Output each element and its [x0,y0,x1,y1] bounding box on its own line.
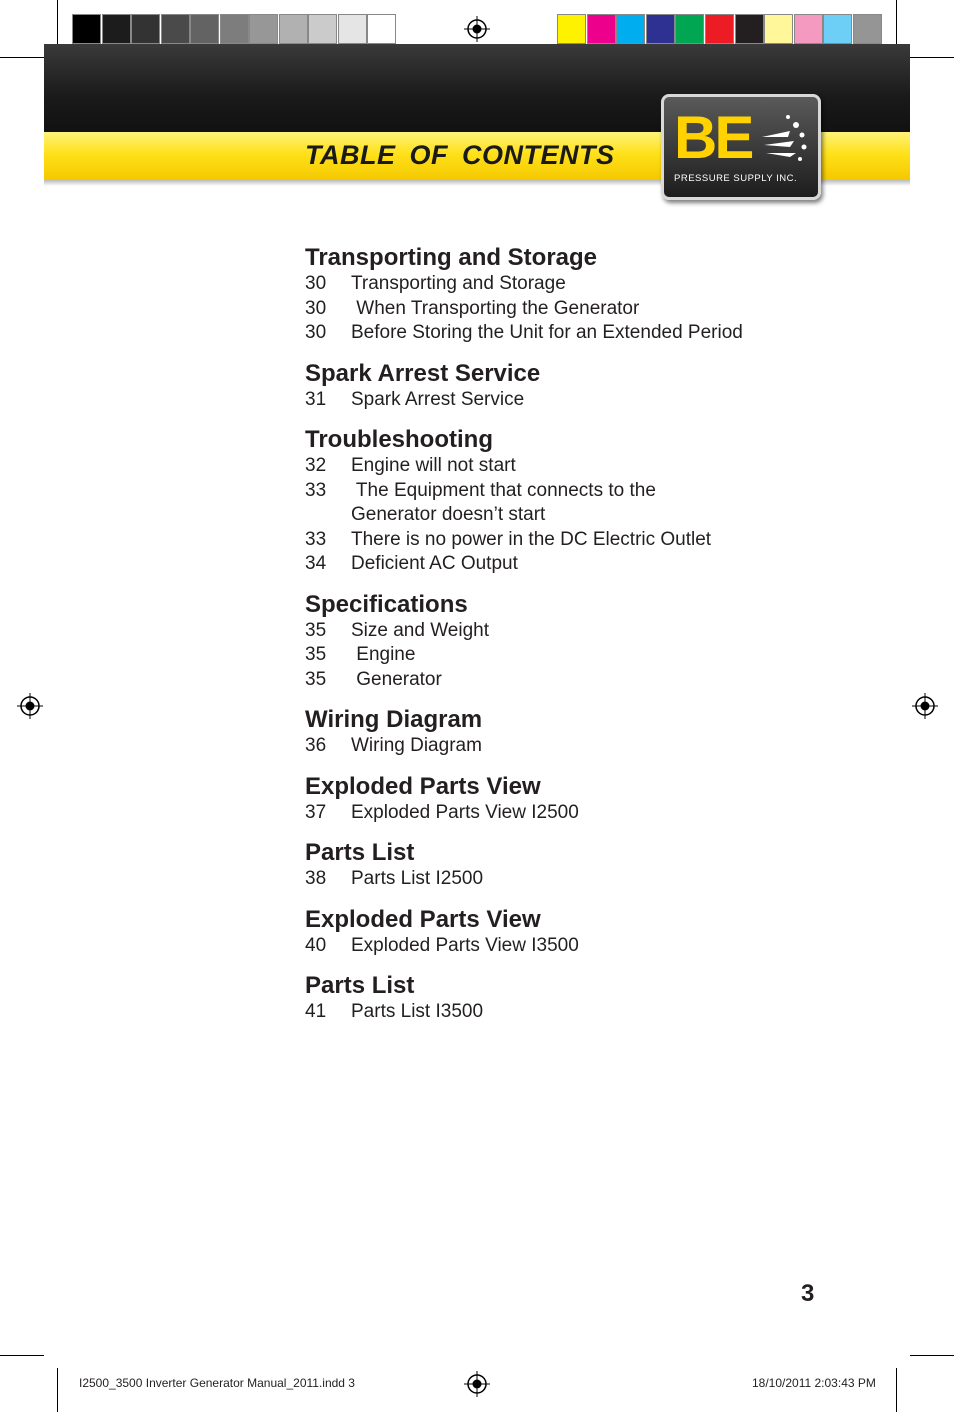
color-swatch [764,14,793,44]
toc-entry [305,668,865,693]
toc-entry-text: Engine will not start [351,455,516,476]
registration-mark-icon [464,1371,490,1397]
timestamp-slug: 18/10/2011 2:03:43 PM [752,1376,876,1390]
gray-swatch [249,14,278,44]
color-swatch [794,14,823,44]
toc-section [305,773,865,826]
color-swatch [705,14,734,44]
toc-entry-text: Exploded Parts View I3500 [351,934,579,956]
toc-entry [305,734,865,759]
toc-section-heading: Parts List [305,972,415,999]
toc-entry-text: Transporting and Storage [351,273,566,294]
logo-subtext: PRESSURE SUPPLY INC. [674,173,798,184]
crop-mark [896,0,897,44]
gray-swatch [367,14,396,44]
toc-section [305,972,865,1025]
toc-entry [305,321,865,346]
toc-entry-text: Exploded Parts View I2500 [351,801,579,823]
toc-entry-text: When Transporting the Generator [351,297,640,319]
toc-entry-page: 30 [305,297,327,319]
toc-section-heading: Wiring Diagram [305,706,483,733]
toc-entry [305,454,865,479]
toc-entry-page: 30 [305,322,327,343]
crop-mark [0,57,44,58]
toc-entry-page: 31 [305,388,327,410]
registration-mark-icon [464,16,490,42]
color-swatch [675,14,704,44]
toc-entry [305,272,865,297]
gray-swatch [161,14,190,44]
toc-entry [305,1000,865,1025]
color-swatch [853,14,882,44]
toc-entry-page: 35 [305,668,327,690]
toc-entry-page: 33 [305,479,327,501]
crop-mark [0,1355,44,1356]
toc-entry-page [305,503,351,528]
color-swatch [616,14,645,44]
toc-section [305,426,865,577]
toc-entry-text: Generator doesn’t start [351,504,546,525]
toc-section [305,244,865,346]
toc-section-heading: Troubleshooting [305,426,493,453]
crop-mark [57,1368,58,1412]
gray-swatch [102,14,131,44]
registration-mark-icon [912,693,938,719]
toc-entry-page: 33 [305,528,327,550]
toc-entry-page: 40 [305,934,327,956]
toc-section [305,706,865,759]
gray-swatch [131,14,160,44]
toc-entry-text: Wiring Diagram [351,735,482,756]
toc-entry-page: 35 [305,644,327,665]
toc-section [305,839,865,892]
toc-entry [305,297,865,322]
file-slug: I2500_3500 Inverter Generator Manual_2011.indd 3 [79,1376,355,1390]
company-logo [661,94,821,200]
logo-mark: BE [674,104,752,171]
gray-swatch [338,14,367,44]
toc-entry-page: 30 [305,273,327,294]
toc-entry [305,867,865,892]
toc-entry-text: Parts List I3500 [351,1001,484,1022]
gray-swatch [279,14,308,44]
crop-mark [896,1368,897,1412]
color-swatch [823,14,852,44]
page-title: TABLE OF CONTENTS [305,140,615,170]
color-swatch [646,14,675,44]
toc-entry-text: Generator [351,668,442,690]
splash-icon [760,107,812,169]
toc-entry-text: Spark Arrest Service [351,388,525,410]
toc-entry [305,528,865,553]
toc-entry-page: 35 [305,619,327,641]
toc-entry [305,643,865,668]
toc-entry-text: Before Storing the Unit for an Extended Period [351,322,743,343]
toc-section [305,360,865,413]
toc-entry [305,552,865,577]
toc-entry-text: The Equipment that connects to the [351,479,656,501]
toc-section-heading: Exploded Parts View [305,905,541,933]
toc-entry [305,619,865,644]
toc-entry-page: 38 [305,868,327,889]
toc-section-heading: Spark Arrest Service [305,359,541,387]
color-swatch [587,14,616,44]
toc-section-heading: Parts List [305,839,415,866]
toc-entry [305,479,865,504]
gray-swatch [190,14,219,44]
crop-mark [910,1355,954,1356]
toc-entry [305,388,865,413]
registration-mark-icon [17,693,43,719]
toc-section-heading: Specifications [305,590,468,618]
toc-entry-page: 37 [305,801,327,823]
toc-entry-text: Engine [351,644,416,665]
toc-entry-text: Deficient AC Output [351,553,518,574]
toc-entry-text: Parts List I2500 [351,868,484,889]
gray-swatch [220,14,249,44]
crop-mark [57,0,58,44]
toc-entry-page: 41 [305,1001,327,1022]
toc-entry-text: Size and Weight [351,619,490,641]
toc-section [305,906,865,959]
toc-entry [305,503,865,528]
toc-entry [305,801,865,826]
toc-entry-text: There is no power in the DC Electric Outlet [351,528,712,550]
toc-entry-page: 32 [305,455,327,476]
toc-entry-page: 34 [305,553,327,574]
gray-swatch [308,14,337,44]
toc-section [305,591,865,693]
crop-mark [910,57,954,58]
toc-section-heading: Exploded Parts View [305,772,541,800]
toc-section-heading: Transporting and Storage [305,244,598,271]
toc-entry-page: 36 [305,735,327,756]
gray-swatch [72,14,101,44]
color-swatch [735,14,764,44]
page-number: 3 [801,1280,815,1307]
toc-entry [305,934,865,959]
color-swatch [557,14,586,44]
table-of-contents [305,244,865,1039]
